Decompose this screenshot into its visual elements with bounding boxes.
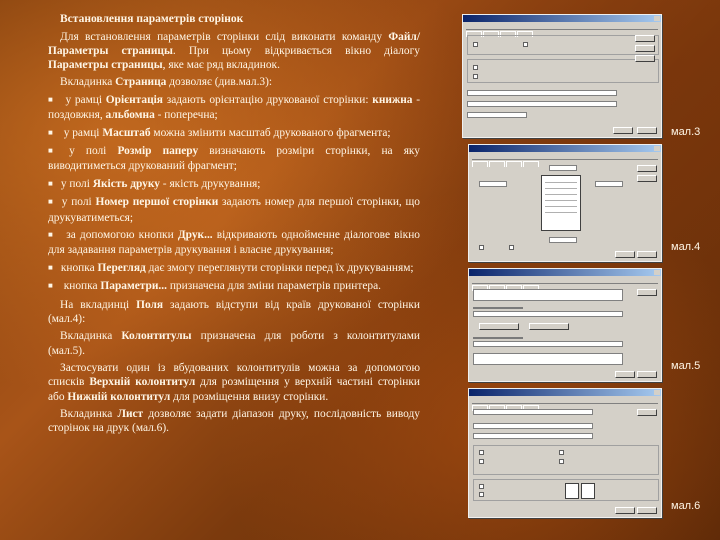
paragraph [48, 407, 420, 435]
landscape-radio [523, 42, 528, 47]
bold-term: Поля [136, 298, 164, 311]
dialog-titlebar [469, 389, 661, 396]
print-button [637, 165, 657, 172]
cancel-button [637, 251, 657, 258]
dialog-screenshot-page-tab [462, 14, 662, 138]
preview-button [637, 175, 657, 182]
bold-term: альбомна [105, 109, 155, 122]
margin-bottom-field [549, 237, 577, 243]
dialog-tabs [472, 278, 658, 284]
text-run: - поздовжня, [48, 93, 420, 122]
bullet-item [48, 228, 420, 257]
header-label [473, 307, 523, 309]
first-page-field [467, 112, 527, 118]
text-run: відкривають однойменне діалогове вікно для задавання параметрів друкування і власне друкування; [48, 229, 421, 257]
dialog-tabs [472, 154, 658, 160]
down-then-over-radio [479, 484, 484, 489]
text-run: призначена для роботи з колонтитулами (мал.5). [48, 330, 420, 357]
print-area-field [473, 409, 593, 415]
text-run: у полі [61, 196, 96, 209]
bold-term: Страница [115, 76, 167, 89]
page-title: Встановлення параметрів сторінок [60, 13, 244, 25]
bold-term: Нижній колонтитул [67, 390, 171, 403]
custom-footer-button [529, 323, 569, 330]
text-run: у полі [69, 145, 118, 158]
footer-label [473, 337, 523, 339]
scale-radio-2 [473, 74, 478, 79]
text-run: визначають розміри сторінки, на яку виводитиметься друкований фрагмент; [48, 145, 420, 173]
dialog-tabs [466, 24, 658, 30]
bullet-item [48, 93, 420, 122]
dialog-screenshot-headers-tab [468, 268, 662, 382]
print-button [637, 409, 657, 416]
paragraph [48, 361, 420, 404]
bold-term: Лист [117, 408, 144, 421]
dialog-titlebar [469, 269, 661, 276]
draft-quality-check [559, 459, 564, 464]
text-run: , яке має ряд вкладинок. [162, 58, 280, 71]
caption-fig5: мал.5 [671, 360, 701, 372]
ok-button [613, 127, 633, 134]
print-options-group [473, 445, 659, 475]
dialog-titlebar [463, 15, 661, 22]
center-vertical-check [509, 245, 514, 250]
cancel-button [637, 371, 657, 378]
paper-size-field [467, 90, 617, 96]
caption-fig3: мал.3 [671, 126, 701, 138]
margin-right-field [595, 181, 623, 187]
text-run: призначена для зміни параметрів принтера. [166, 280, 381, 293]
dialog-tabs [472, 398, 658, 404]
text-run: задають відступи від країв друкованої сторінки (мал.4): [48, 298, 420, 325]
bold-term: Колонтитулы [121, 330, 192, 343]
bold-term: Масштаб [102, 126, 151, 139]
bullet-item [48, 177, 420, 192]
cancel-button [637, 127, 657, 134]
print-quality-field [467, 101, 617, 107]
close-icon [654, 146, 660, 151]
ok-button [615, 507, 635, 514]
print-button [637, 289, 657, 296]
text-run: Вкладинка [60, 408, 118, 421]
center-horizontal-check [479, 245, 484, 250]
bullet-item [48, 144, 420, 173]
bullet-item [48, 261, 420, 276]
portrait-radio [473, 42, 478, 47]
text-run: задають орієнтацію друкованої сторінки: [162, 93, 373, 106]
preview-button [635, 45, 655, 52]
text-body [48, 12, 420, 439]
paragraph [48, 298, 420, 326]
bold-term: Орієнтація [105, 93, 163, 106]
print-button [635, 35, 655, 42]
dialog-screenshot-sheet-tab [468, 388, 662, 518]
text-run: у рамці [61, 93, 106, 106]
bold-term: Файл/Параметры страницы [48, 30, 420, 57]
options-button [635, 55, 655, 62]
scale-group [467, 59, 659, 83]
bold-term: Перегляд [97, 261, 146, 274]
header-preview [473, 289, 623, 301]
caption-fig4: мал.4 [671, 241, 701, 253]
text-run: дозволяє (див.мал.3): [166, 76, 273, 89]
bullet-item [48, 279, 420, 294]
close-icon [654, 16, 660, 21]
text-run: для розміщення внизу сторінки. [170, 390, 329, 403]
text-run: задають номер для першої сторінки, що друкуватиметься; [48, 196, 421, 224]
page-order-preview-2 [581, 483, 595, 499]
text-run: за допомогою кнопки [62, 229, 178, 242]
dialog-screenshot-margins-tab [468, 144, 662, 262]
rows-to-repeat-field [473, 423, 593, 429]
close-icon [654, 390, 660, 395]
text-run: у полі [60, 177, 93, 190]
text-run: На вкладинці [60, 298, 137, 311]
bullet-item [48, 195, 420, 224]
page-preview [541, 175, 581, 231]
bold-term: Параметры страницы [48, 58, 163, 71]
text-run: Для встановлення параметрів сторінки слід виконати команду [60, 30, 389, 43]
columns-to-repeat-field [473, 433, 593, 439]
bullet-item [48, 126, 420, 141]
ok-button [615, 371, 635, 378]
paragraph [48, 75, 420, 89]
black-white-check [479, 459, 484, 464]
bold-term: Верхній колонтитул [89, 376, 196, 389]
text-run: Вкладинка [60, 76, 116, 89]
footer-preview [473, 353, 623, 365]
over-then-down-radio [479, 492, 484, 497]
ok-button [615, 251, 635, 258]
bold-term: книжна [372, 93, 413, 106]
scale-radio-1 [473, 65, 478, 70]
text-run: - поперечна; [154, 109, 218, 122]
margin-top-field [549, 165, 577, 171]
text-run: кнопка [60, 261, 98, 274]
row-col-headings-check [559, 450, 564, 455]
bold-term: Друк... [177, 229, 213, 242]
dialog-titlebar [469, 145, 661, 152]
text-run: дає змогу переглянути сторінки перед їх друкуванням; [145, 261, 414, 274]
margin-left-field [479, 181, 507, 187]
footer-select [473, 341, 623, 347]
header-select [473, 311, 623, 317]
text-run: - якість друкування; [159, 177, 261, 190]
text-run: можна змінити масштаб друкованого фрагмента; [150, 126, 391, 139]
paragraph [48, 329, 420, 357]
text-run: для розміщення у верхній частині сторінки або [48, 376, 421, 403]
text-run: Застосувати один із вбудованих колонтитулів можна за допомогою списків [48, 362, 420, 389]
text-run: Вкладинка [60, 330, 122, 343]
text-run: дозволяє задати діапазон друку, послідовність виводу сторінок на друк (мал.6). [48, 408, 420, 435]
orientation-group [467, 35, 659, 55]
close-icon [654, 270, 660, 275]
gridlines-check [479, 450, 484, 455]
caption-fig6: мал.6 [671, 500, 701, 512]
cancel-button [637, 507, 657, 514]
paragraph [48, 30, 420, 73]
page-order-preview-1 [565, 483, 579, 499]
bold-term: Параметри... [100, 280, 167, 293]
text-run: кнопка [60, 280, 101, 293]
text-run: . При цьому відкривається вікно діалогу [172, 44, 420, 57]
bold-term: Якість друку [92, 177, 160, 190]
bold-term: Розмір паперу [117, 145, 199, 158]
text-run: у рамці [60, 126, 103, 139]
bold-term: Номер першої сторінки [95, 196, 219, 209]
paragraph-list [48, 30, 420, 436]
custom-header-button [479, 323, 519, 330]
